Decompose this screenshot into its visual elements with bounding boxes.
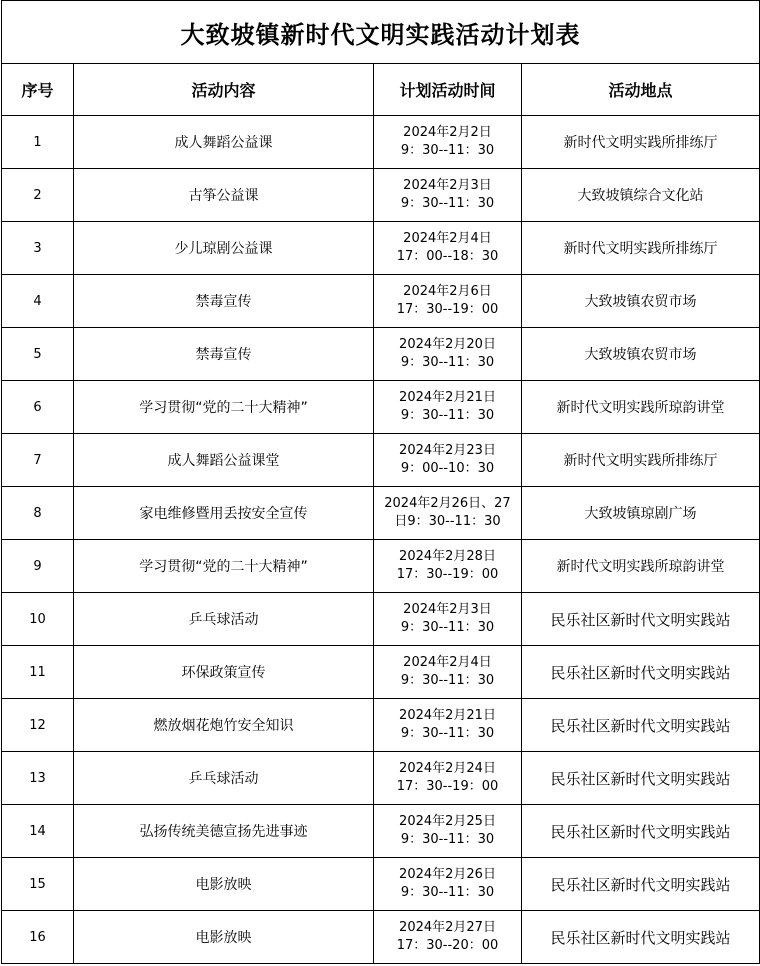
row-location: 新时代文明实践所排练厅: [522, 434, 760, 487]
row-date: 2024年2月24日: [399, 761, 496, 776]
table-row: [2, 540, 760, 593]
row-time-cell: [374, 381, 522, 434]
table-row: [2, 911, 760, 964]
row-date: 2024年2月26日: [399, 867, 496, 882]
row-number: 1: [2, 116, 74, 169]
row-number: 14: [2, 805, 74, 858]
row-date: 2024年2月2日: [403, 125, 492, 140]
table-body: [2, 116, 760, 964]
table-row: [2, 593, 760, 646]
row-date: 2024年2月21日: [399, 390, 496, 405]
row-location: 大致坡镇琼剧广场: [522, 487, 760, 540]
header-activity: 活动内容: [74, 64, 374, 116]
row-number: 4: [2, 275, 74, 328]
table-row: [2, 805, 760, 858]
row-date: 2024年2月28日: [399, 549, 496, 564]
table-row: [2, 381, 760, 434]
row-location: 新时代文明实践所排练厅: [522, 116, 760, 169]
row-number: 6: [2, 381, 74, 434]
row-time-cell: [374, 540, 522, 593]
row-location: 大致坡镇综合文化站: [522, 169, 760, 222]
row-time: 9：00--10：30: [400, 461, 495, 476]
row-activity: 学习贯彻“党的二十大精神”: [74, 381, 374, 434]
row-location: 大致坡镇农贸市场: [522, 275, 760, 328]
row-number: 16: [2, 911, 74, 964]
row-time: 9：30--11：30: [400, 726, 495, 741]
row-time-cell: [374, 222, 522, 275]
row-location: 民乐社区新时代文明实践站: [522, 646, 760, 699]
row-activity: 乒乓球活动: [74, 752, 374, 805]
row-time: 17：30--19：00: [396, 779, 499, 794]
row-number: 11: [2, 646, 74, 699]
row-activity: 环保政策宣传: [74, 646, 374, 699]
row-activity: 家电维修暨用丢按安全宣传: [74, 487, 374, 540]
row-time: 9：30--11：30: [400, 673, 495, 688]
row-time: 17：30--19：00: [396, 302, 499, 317]
row-time-cell: [374, 328, 522, 381]
row-location: 民乐社区新时代文明实践站: [522, 858, 760, 911]
table-row: [2, 752, 760, 805]
row-time: 9：30--11：30: [400, 885, 495, 900]
row-location: 民乐社区新时代文明实践站: [522, 593, 760, 646]
table-row: [2, 646, 760, 699]
row-number: 8: [2, 487, 74, 540]
activity-plan-table: [1, 0, 760, 964]
row-time: 17：30--19：00: [396, 567, 499, 582]
row-date: 2024年2月4日: [403, 655, 492, 670]
row-time-cell: [374, 275, 522, 328]
row-time-cell: [374, 116, 522, 169]
row-number: 9: [2, 540, 74, 593]
table-row: [2, 699, 760, 752]
row-time-cell: [374, 911, 522, 964]
row-activity: 弘扬传统美德宣扬先进事迹: [74, 805, 374, 858]
row-time-cell: [374, 805, 522, 858]
row-time: 17：00--18：30: [396, 249, 499, 264]
row-time-cell: [374, 169, 522, 222]
row-number: 7: [2, 434, 74, 487]
header-time: 计划活动时间: [374, 64, 522, 116]
table-title: 大致坡镇新时代文明实践活动计划表: [2, 1, 760, 64]
row-time: 9：30--11：30: [400, 620, 495, 635]
row-date: 2024年2月26日、27: [384, 496, 511, 511]
row-location: 民乐社区新时代文明实践站: [522, 752, 760, 805]
row-time-cell: [374, 593, 522, 646]
row-number: 3: [2, 222, 74, 275]
header-number: 序号: [2, 64, 74, 116]
row-number: 15: [2, 858, 74, 911]
row-date: 2024年2月20日: [399, 337, 496, 352]
row-time-cell: [374, 487, 522, 540]
row-activity: 古筝公益课: [74, 169, 374, 222]
table-row: [2, 328, 760, 381]
row-number: 5: [2, 328, 74, 381]
row-number: 2: [2, 169, 74, 222]
header-location: 活动地点: [522, 64, 760, 116]
header-row: [2, 64, 760, 116]
row-number: 13: [2, 752, 74, 805]
row-time-cell: [374, 646, 522, 699]
row-time: 9：30--11：30: [400, 408, 495, 423]
row-date: 2024年2月3日: [403, 178, 492, 193]
row-time-cell: [374, 752, 522, 805]
row-time: 17：30--20：00: [396, 938, 499, 953]
table-row: [2, 275, 760, 328]
table-row: [2, 169, 760, 222]
row-date: 2024年2月23日: [399, 443, 496, 458]
row-time-cell: [374, 699, 522, 752]
row-activity: 成人舞蹈公益课堂: [74, 434, 374, 487]
row-time: 9：30--11：30: [400, 832, 495, 847]
row-number: 12: [2, 699, 74, 752]
row-date: 2024年2月3日: [403, 602, 492, 617]
row-activity: 乒乓球活动: [74, 593, 374, 646]
row-location: 民乐社区新时代文明实践站: [522, 699, 760, 752]
row-date: 2024年2月27日: [399, 920, 496, 935]
row-date: 2024年2月25日: [399, 814, 496, 829]
row-activity: 成人舞蹈公益课: [74, 116, 374, 169]
table-row: [2, 487, 760, 540]
table-row: [2, 116, 760, 169]
row-location: 新时代文明实践所琼韵讲堂: [522, 381, 760, 434]
row-date: 2024年2月6日: [403, 284, 492, 299]
table-row: [2, 858, 760, 911]
row-location: 新时代文明实践所排练厅: [522, 222, 760, 275]
row-activity: 电影放映: [74, 858, 374, 911]
row-date: 2024年2月21日: [399, 708, 496, 723]
row-activity: 少儿琼剧公益课: [74, 222, 374, 275]
row-activity: 学习贯彻“党的二十大精神”: [74, 540, 374, 593]
row-activity: 燃放烟花炮竹安全知识: [74, 699, 374, 752]
row-time: 9：30--11：30: [400, 143, 495, 158]
row-location: 新时代文明实践所琼韵讲堂: [522, 540, 760, 593]
row-time: 日9：30--11：30: [394, 514, 501, 529]
row-location: 大致坡镇农贸市场: [522, 328, 760, 381]
row-activity: 电影放映: [74, 911, 374, 964]
row-activity: 禁毒宣传: [74, 328, 374, 381]
row-number: 10: [2, 593, 74, 646]
row-time: 9：30--11：30: [400, 196, 495, 211]
row-time: 9：30--11：30: [400, 355, 495, 370]
row-time-cell: [374, 434, 522, 487]
row-time-cell: [374, 858, 522, 911]
row-date: 2024年2月4日: [403, 231, 492, 246]
table-row: [2, 434, 760, 487]
table-row: [2, 222, 760, 275]
row-location: 民乐社区新时代文明实践站: [522, 805, 760, 858]
row-activity: 禁毒宣传: [74, 275, 374, 328]
row-location: 民乐社区新时代文明实践站: [522, 911, 760, 964]
